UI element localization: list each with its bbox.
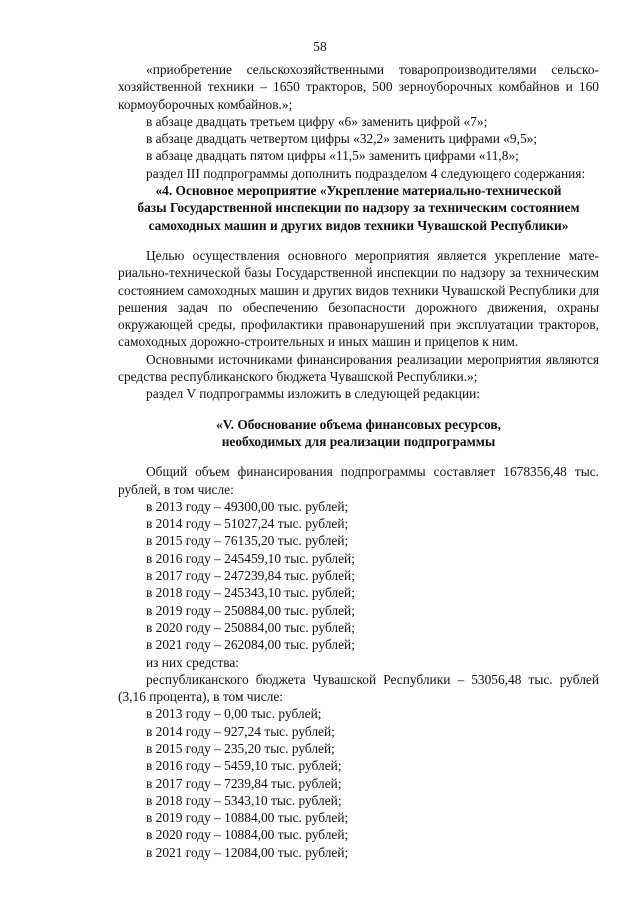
- list-item: в 2016 году – 5459,10 тыс. рублей;: [146, 758, 342, 774]
- section-heading-v: [118, 416, 599, 451]
- paragraph-total-funding: Общий объем финансирования подпрограммы составляет 1678356,48 тыс. рублей, в том числе:: [118, 464, 599, 497]
- list-years-total: [118, 498, 599, 654]
- list-item: в 2019 году – 10884,00 тыс. рублей;: [146, 810, 349, 826]
- list-item: в 2014 году – 51027,24 тыс. рублей;: [146, 516, 349, 532]
- page-number: 58: [313, 39, 327, 54]
- list-item: в 2015 году – 76135,20 тыс. рублей;: [146, 533, 349, 549]
- heading-line: базы Государственной инспекции по надзору за техническим состоянием: [137, 200, 580, 216]
- paragraph-section-v-intro: раздел V подпрограммы изложить в следующей редакции:: [146, 386, 481, 402]
- list-item: в 2017 году – 7239,84 тыс. рублей;: [146, 775, 342, 791]
- list-item: в 2014 году – 927,24 тыс. рублей;: [146, 723, 335, 739]
- paragraph-republican-budget: республиканского бюджета Чувашской Республики – 53056,48 тыс. рублей (3,16 процента), в том числе:: [118, 671, 599, 705]
- amendment-line: в абзаце двадцать четвертом цифры «32,2» заменить цифрами «9,5»;: [146, 131, 538, 147]
- list-item: в 2020 году – 10884,00 тыс. рублей;: [146, 827, 349, 843]
- paragraph-quote-equipment: «приобретение сельскохозяйственными товаропроизводителями сельскохозяйственной техники – 1650 тракторов, 500 зерноуборочных комбайнов и 160 кормоуборочных комбайнов.»;: [118, 62, 599, 112]
- list-item: в 2013 году – 0,00 тыс. рублей;: [146, 706, 322, 722]
- list-item: в 2021 году – 12084,00 тыс. рублей;: [146, 844, 349, 860]
- heading-line: «4. Основное мероприятие «Укрепление материально-технической: [155, 183, 562, 199]
- amendment-line: в абзаце двадцать третьем цифру «6» заменить цифрой «7»;: [146, 113, 488, 129]
- list-years-budget: [118, 705, 599, 861]
- list-item: в 2015 году – 235,20 тыс. рублей;: [146, 740, 335, 756]
- list-item: в 2018 году – 5343,10 тыс. рублей;: [146, 792, 342, 808]
- paragraph-funding-sources: Основными источниками финансирования реализации мероприятия являются средства республиканского бюджета Чувашской Республики.»;: [118, 351, 599, 385]
- heading-line: «V. Обоснование объема финансовых ресурсов,: [216, 416, 501, 432]
- list-item: в 2019 году – 250884,00 тыс. рублей;: [146, 602, 355, 618]
- paragraph-section-addition: раздел III подпрограммы дополнить подразделом 4 следующего содержания:: [146, 165, 586, 181]
- section-heading-4: [118, 182, 599, 234]
- list-item: в 2020 году – 250884,00 тыс. рублей;: [146, 619, 355, 635]
- paragraph-goal: Целью осуществления основного мероприятия является укрепление материально-технической базы Государственной инспекции по надзору за техническим состоянием самоходных машин и других видов техники Чувашской Республики для решения задач по обеспечению безопасности дорожного движения, охраны окружающей среды, профилактики правонарушений при эксплуатации тракторов, самоходных дорожно-строительных и иных машин и прицепов к ним.: [118, 247, 599, 350]
- list-item: в 2018 году – 245343,10 тыс. рублей;: [146, 585, 355, 601]
- sources-label: из них средства:: [146, 654, 240, 670]
- list-item: в 2021 году – 262084,00 тыс. рублей;: [146, 637, 355, 653]
- heading-line: самоходных машин и других видов техники Чувашской Республики»: [148, 217, 569, 233]
- list-item: в 2017 году – 247239,84 тыс. рублей;: [146, 568, 355, 584]
- list-item: в 2016 году – 245459,10 тыс. рублей;: [146, 550, 355, 566]
- list-item: в 2013 году – 49300,00 тыс. рублей;: [146, 498, 349, 514]
- heading-line: необходимых для реализации подпрограммы: [221, 433, 496, 449]
- document-body: [118, 61, 599, 861]
- amendment-line: в абзаце двадцать пятом цифры «11,5» заменить цифрами «11,8»;: [146, 148, 519, 164]
